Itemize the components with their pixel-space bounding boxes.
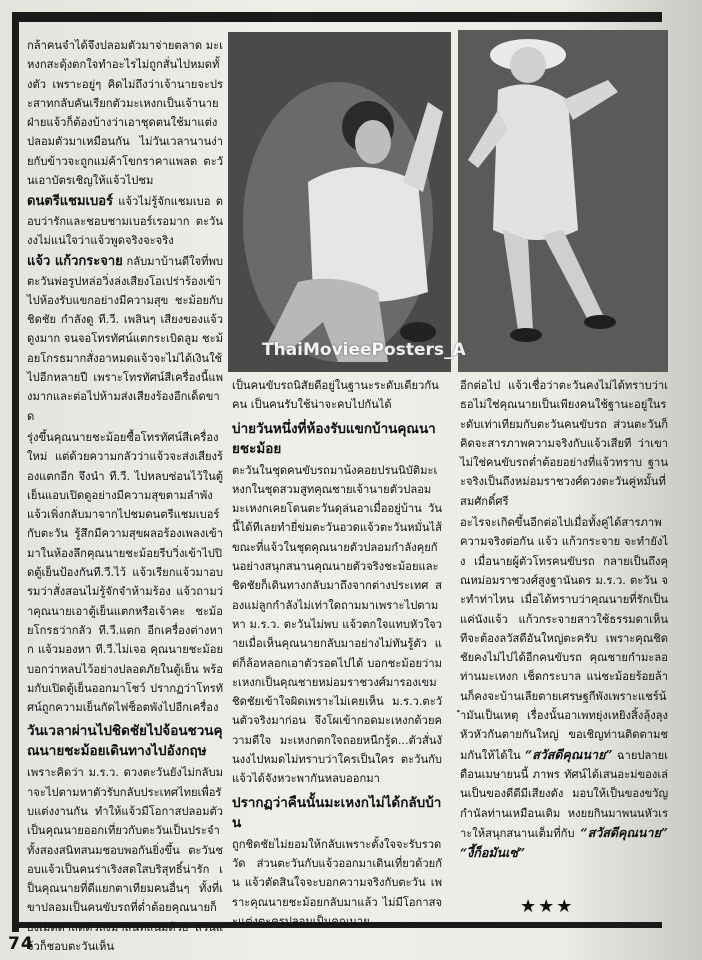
paragraph: เพราะคิดว่า ม.ร.ว. ดวงตะวันยังไม่กลับมาจะไปตามหาตัวรับกลับประเทศไทยเพื่อรับแต่งงานกัน ทำให้แจ้วมีโอกาสปลอมตัวเป็นคุณนายออกเที่ยวกับตะวันเป็นประจำ ทั้งสองสนิทสนมชอบพอกันยิ่งขึ้น ตะวันชอบแจ้วเป็นคนร่าเริงสดใสบริสุทธิ์น่ารัก เป็นคุณนายที่ดีแยกตาเทียมคนอื่นๆ ทั้งที่เขาปลอมเป็นคนขับรถที่ต่ำต้อยคุณนายก็ยังเมตตาลดตัวลงมาสนิทสนมด้วย ส่วนแจ้วก็ชอบตะวันเห็น (27, 766, 223, 954)
paragraph: ถูกชิดชัยไม่ยอมให้กลับเพราะตั้งใจจะรับรวดวัด ส่วนตะวันกับแจ้วออกมาเดินเที่ยวด้วยกัน แจ้วตัดสินใจจะบอกความจริงกับตะวัน เพราะคุณนายชะม้อยกลับมาแล้ว ไม่มีโอกาสจะแต่งตะครปลอมเป็นคุณนาย (232, 837, 442, 928)
lead-phrase: ดนตรีแชมเบอร์ (27, 194, 114, 210)
paragraph: กลับมาบ้านดีใจที่พบตะวันพ่อรูปหล่อวิ่งล่งเสียงโอเปร่าร้องเข้าไปห้องรับแขกอย่างมีความสุข ชะม้อยกับชิดชัย กำลังดู ที.วี. เพลินๆ เสียงของแจ้วดูงมาก จนจอโทรทัศน์แตกระเบิดลูม ชะม้อยโกรธมากสั่งอาหมดแจ้วจะไม่ได้เงินใช้ไปอีกหลายปี เพราะโทรทัศน์สีเครื่องนี้แพงมากและต่อไปห้ามส่งเสียงร้องอีกเด็ดขาด (27, 255, 223, 423)
movie-title: “สวัสดีคุณนาย” (580, 824, 668, 840)
paragraph: เป็นคนขับรถนิสัยดีอยู่ในฐานะระดับเดียวกันคน เป็นคนรับใช้น่าจะคบไปกันได้ (232, 379, 439, 412)
section-subhead: บ่ายวันหนึ่งที่ห้องรับแขกบ้านคุณนายชะม้อย (232, 420, 436, 457)
section-subhead: วันเวลาผ่านไปชิดชัยไปจ้อนชวนคุณนายชะม้อยเดินทางไปอังกฤษ (27, 723, 223, 760)
paragraph: กล้าคนจำได้จึงปลอมตัวมาจ่ายตลาด มะเหงกสะดุ้งตกใจทำอะไรไม่ถูกสั่นไปหมดทั้งตัว เพราะอยู่ๆ คิดไม่ถึงว่าเจ้านายจะประสาทกลับคันเรียกตัวมะเหงกเป็นเจ้านาย ฝ่ายแจ้วก็ต้องบ้างว่าเอาชุดตนใช้มาแต่งปลอมตัวมาเหมือนกัน ไม่วันเวลานานง่ายกับข้าวจะถูกแม่ค้าโขกราคาแพลด ตะวันเอาบัตรเชิญให้แจ้วไปชม (27, 39, 223, 188)
top-rule (12, 12, 662, 22)
left-rule (12, 12, 19, 932)
closing-quote: “งี้ก็อมันเซ่” (460, 845, 526, 861)
article-column-1 (27, 36, 224, 954)
paragraph: รุ่งขึ้นคุณนายชะม้อยซื้อโทรทัศน์สีเครื่องใหม่ แต่ด้วยความกลัวว่าแจ้วจะส่งเสียงร้องแตกอีก จึงนำ ที.วี. ไปหลบซ่อนไว้ในตู้เย็นแอบเปิดดูอย่างมีความสุขตามลำพัง แจ้วเพิ่งกลับมาจากไปชมดนตรีแชมเบอร์กับตะวัน รู้สึกมีความสุขผลอร้องเพลงเข้ามาในห้องลึกคุณนายชะม้อยรีบวิ่งเข้าไปปิดตู้เย็นป้องกันที.วี.ไว้ แจ้วเรียกแจ้วมาอบรมว่าสั่งสอนไม่รู้จักจำห้ามร้อง แจ้วถามว่าคุณนายเอาตู้เย็นแตกหรือเจ้าคะ ชะม้อยโกรธว่ากลัว ที.วี.แตก อีกเครื่องต่างหาก แจ้วมองหา ที.วี.ไม่เจอ คุณนายชะม้อยบอกว่าหลบไว้อย่างปลอดภัยในตู้เย็น พร้อมกับเปิดตู้เย็นออกมาโชว์ ปรากฏว่าโทรทัศน์ถูกความเย็นกัดไฟช็อตพังไปอีกเครื่อง (27, 430, 223, 715)
paragraph-continuation: แจ้วไม่รู้จักแชมเบอ ตอบว่ารักและชอบชามเบอร์เรอมาก ตะวันงงไม่แน่ใจว่าแจ้วพูดจริงจะจริง (27, 195, 224, 247)
photo-man-illustration (228, 32, 451, 372)
paragraph: ตะวันในชุดคนขับรถมาน้งคอยปรนนิบัติมะเหงกในชุดสวมสูทคุณชายเจ้านายตัวปลอม มะเหงกเคยโดนตะวันดุล่นอาเมื่ออยู่บ้าน วันนี้ได้ทีเลยทำยี่ข่มตะวันอวดแจ้วตะวันหมั่นไส้ ขณะที่แจ้วในชุดคุณนายตัวปลอมกำลังคุยกันอย่างสนุกสนานคุณนายตัวจริงชะม้อยและชิดชัยก็เดินทางกลับมาถึงจากต่างประเทศ สองแม่ลูกกำลังไม่เท่าใดถามมาเพราะไปตามหา ม.ร.ว. ตะวันไม่พบ แจ้วตกใจแทบหัวใจวายเมื่อเห็นคุณนายกลับมาอย่างไม่ทันรู้ตัว แต่ก็ล้อหลอกเอาตัวรอดไปได้ บอกชะม้อยว่ามะเหงกเป็นคุณชายหม่อมราชวงศ์มารองเขม ชิดชัยเข้าใจผิดเพราะไม่เคยเห็น ม.ร.ว.ตะวันตัวจริงมาก่อน จึงโผเข้ากอดมะเหงกด้วยความดีใจ มะเหงกตกใจถอยหนีกรู้ด...ตัวสั่นงันงงไปหมดไม่ทราบว่าใครเป็นใคร ตะวันกับแจ้วได้จังหวะพากันหลบออกมา (232, 463, 442, 786)
page-number: 74 (8, 934, 34, 954)
paragraph-continuation: ฉายปลายเดือนเมษายนนี้ ภาพร ทัศน์ได้เสนอะม่ของเล่นเป็นของดีดีมีเสียงดัง มอบให้เป็นของขวัญกำนัลท่านเหมือนเดิม หงยยกินมาพนนหัวเราะให้สนุกสนานเต็มที่กับ (460, 748, 668, 840)
article-column-2 (232, 376, 442, 928)
watermark-text: ThaiMovieePosters_A (262, 340, 466, 360)
photo-woman-illustration (458, 30, 668, 372)
photo-woman-dancing (458, 30, 668, 372)
end-mark-stars: ★★★ (520, 896, 575, 917)
photo-man-kneeling (228, 32, 451, 372)
paragraph: อีกต่อไป แจ้วเชื่อว่าตะวันคงไม่ได้ทราบว่าเธอไม่ใช่คุณนายเป็นเพียงคนใช้ฐานะอยู่ในระดับเท่าเทียมกับตะวันคนขับรถ ส่วนตะวันก็คิดจะสารภาพความจริงกับแจ้วเสียที ว่าเขาไม่ใช่คนขับรถต่ำต้อยอย่างที่แจ้วทราบ ฐานะจริงเป็นถึงหม่อมราชวงศ์ดวงตะวันคู่หมั้นที่สมศักดิ์ศรี (460, 379, 668, 508)
article-column-3 (460, 376, 668, 916)
paragraph: อะไรจะเกิดขึ้นอีกต่อไปเมื่อทั้งคู่ได้สารภาพความจริงต่อกัน แจ้ว แก้วกระจาย จะทำยังไง เมื่อนายผู้ตัวโทรคนขับรถ กลายเป็นถึงคุณหม่อมราชวงศ์สูงฐานันดร ม.ร.ว. ตะวัน จะทำท่าไหน เมื่อได้ทราบว่าคุณนายที่รักเป็นแค่นังแจ้ว แก้วกระจายสาวใช้ธรรมดาเห็นทีจะต้องลวัสดีอันใหญ่ตะครับ เพราะคุณชิดชัยคงไม่ไปได้อีกคนขับรถ คุณชายกำมะลอท่านมะเหงก เช็ดกระบาล แน่ชะม้อยร้อยล้านก็คงจะบ้านเลียตายเศรษฐกีพังเพราะแชร์น้ำมันเป็นเหตุ เรื่องนั้นอาเพทยุ่งเหยิงสิ้งลุ้งลุงหัวหัวกันตายกันใหญ่ ขอเชิญท่านติดตามชมกันให้ได้ใน (460, 516, 668, 762)
lead-name: แจ้ว แก้วกระจาย (27, 254, 123, 270)
movie-title: “สวัสดีคุณนาย” (524, 746, 613, 762)
section-subhead: ปรากฏว่าคืนนั้นมะเหงกไม่ได้กลับบ้าน (232, 794, 442, 831)
